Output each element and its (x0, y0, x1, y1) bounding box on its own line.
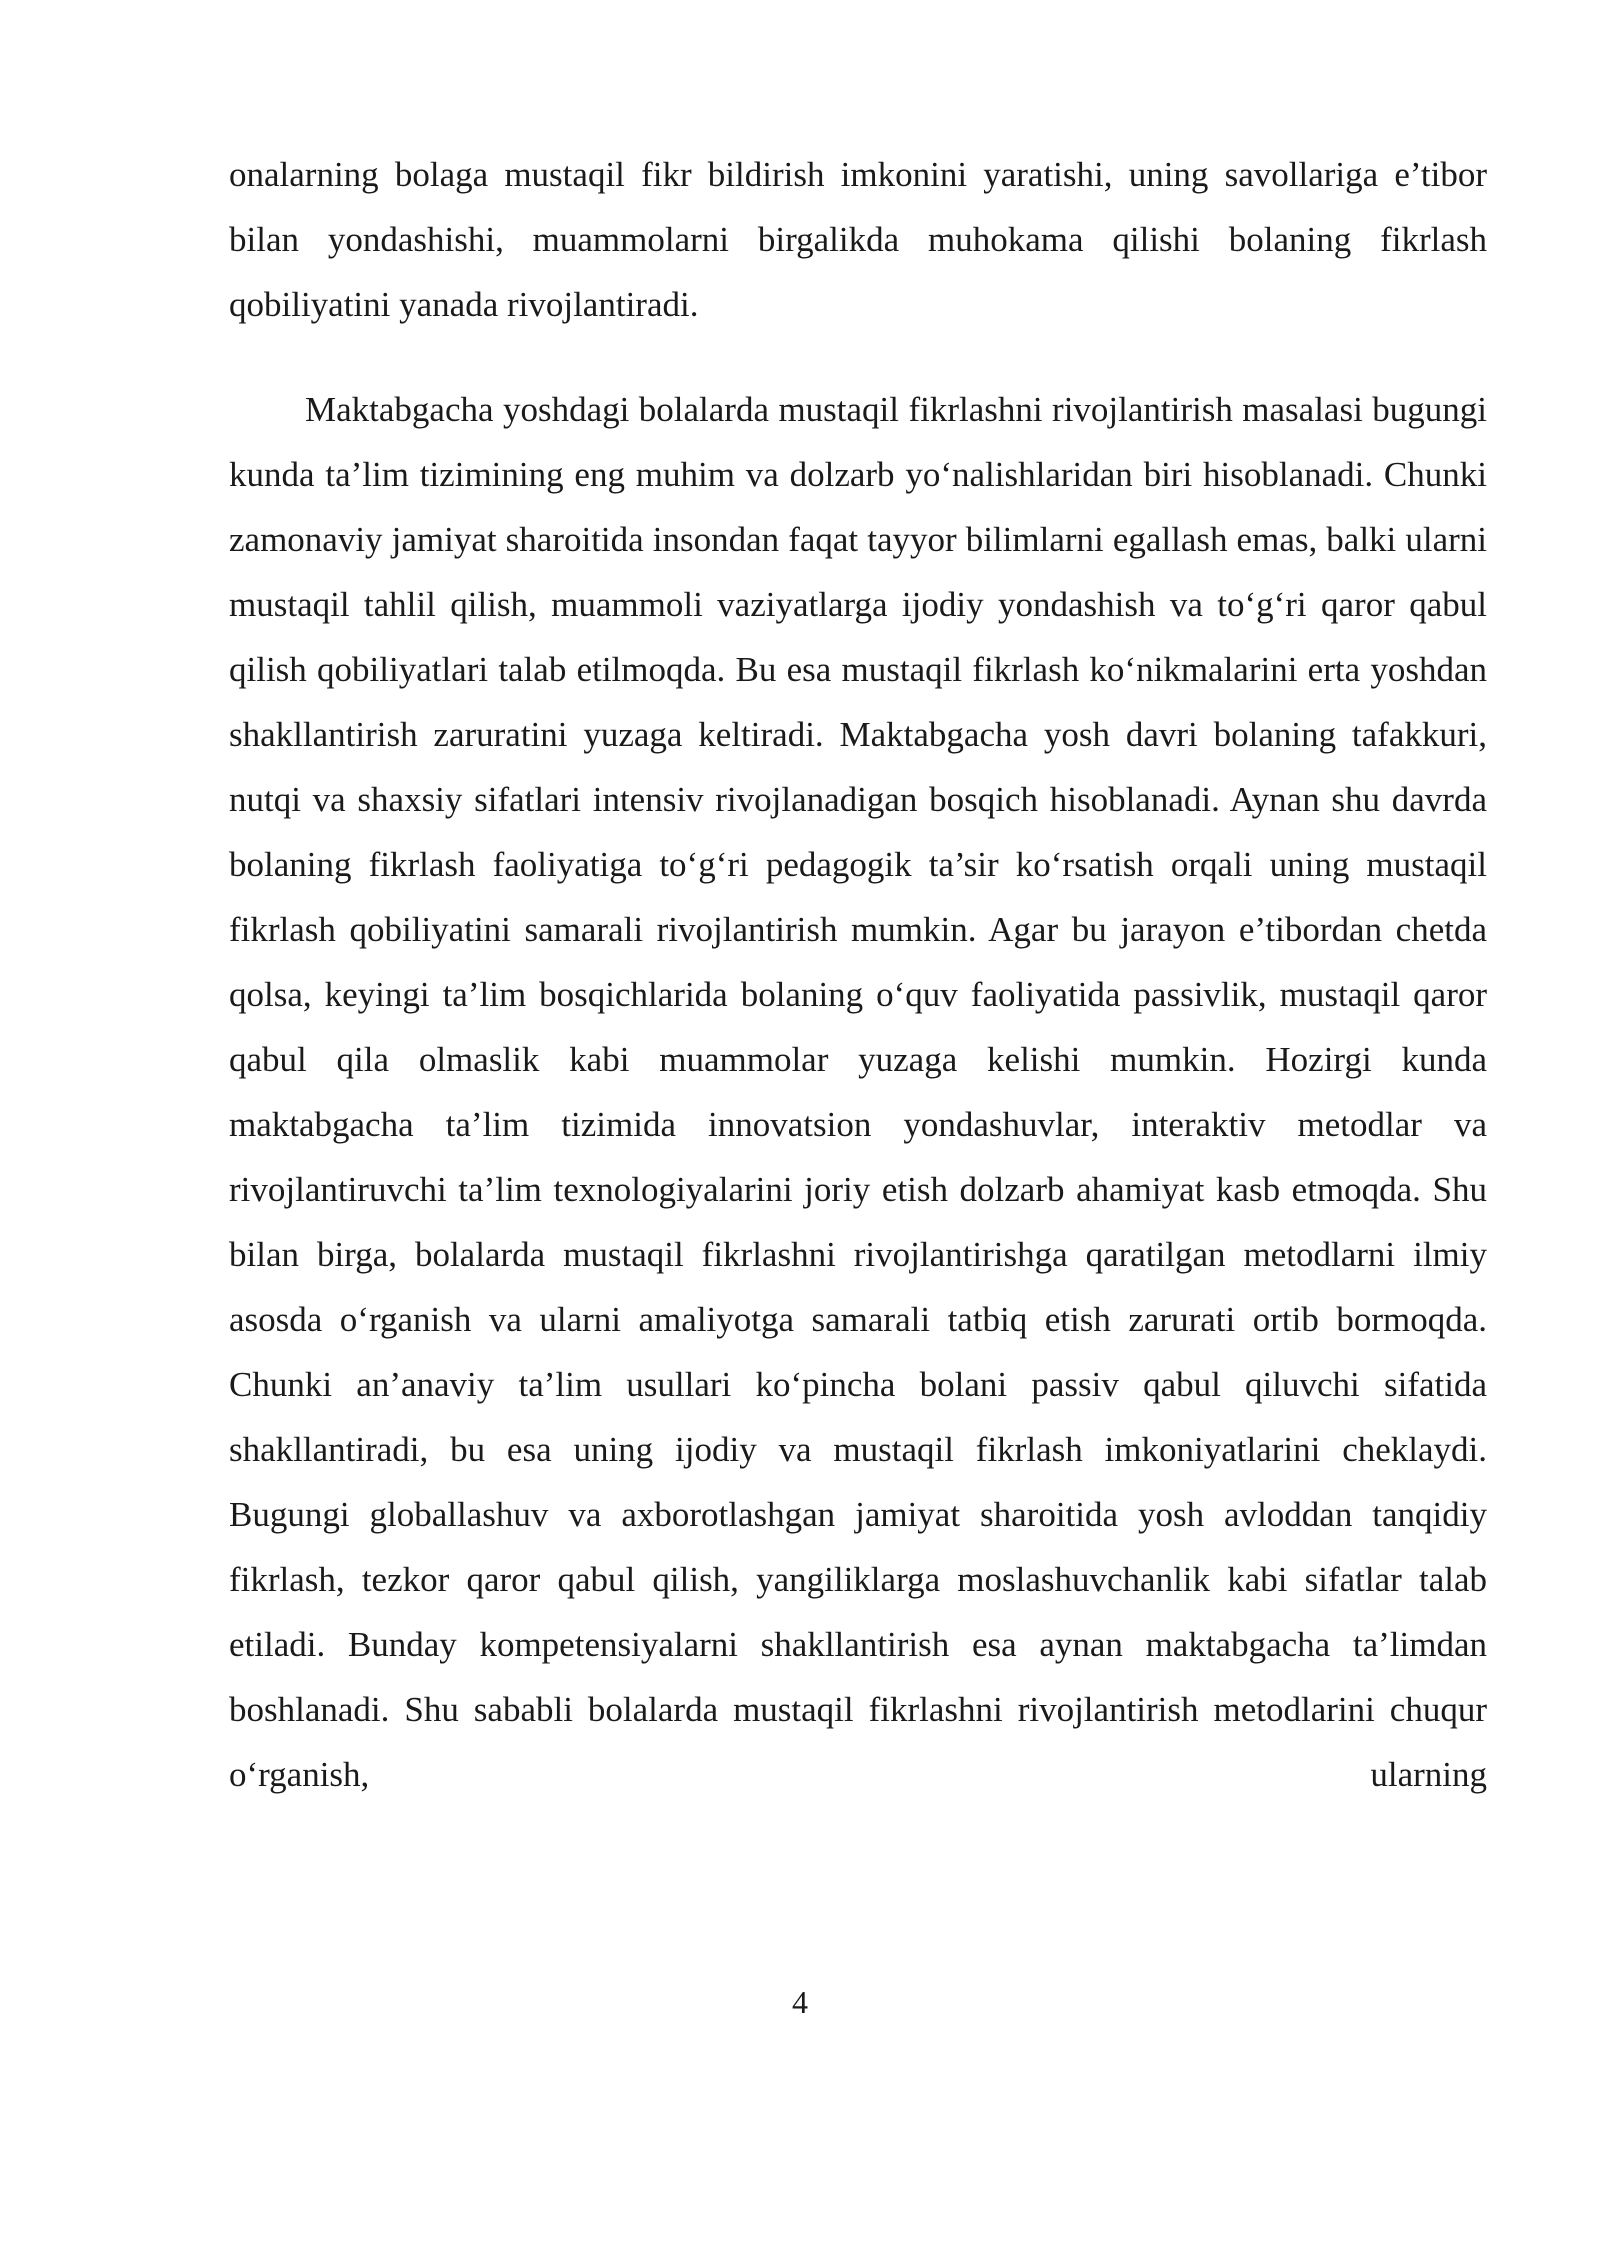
paragraph-main: Maktabgacha yoshdagi bolalarda mustaqil fikrlashni rivojlantirish masalasi bugungi kunda ta’lim tizimining eng muhim va dolzarb yo‘nalishlaridan biri hisoblanadi. Chunki zamonaviy jamiyat sharoitida insondan faqat tayyor bilimlarni egallash emas, balki ularni mustaqil tahlil qilish, muammoli vaziyatlarga ijodiy yondashish va to‘g‘ri qaror qabul qilish qobiliyatlari talab etilmoqda. Bu esa mustaqil fikrlash ko‘nikmalarini erta yoshdan shakllantirish zaruratini yuzaga keltiradi. Maktabgacha yosh davri bolaning tafakkuri, nutqi va shaxsiy sifatlari intensiv rivojlanadigan bosqich hisoblanadi. Aynan shu davrda bolaning fikrlash faoliyatiga to‘g‘ri pedagogik ta’sir ko‘rsatish orqali uning mustaqil fikrlash qobiliyatini samarali rivojlantirish mumkin. Agar bu jarayon e’tibordan chetda qolsa, keyingi ta’lim bosqichlarida bolaning o‘quv faoliyatida passivlik, mustaqil qaror qabul qila olmaslik kabi muammolar yuzaga kelishi mumkin. Hozirgi kunda maktabgacha ta’lim tizimida innovatsion yondashuvlar, interaktiv metodlar va rivojlantiruvchi ta’lim texnologiyalarini joriy etish dolzarb ahamiyat kasb etmoqda. Shu bilan birga, bolalarda mustaqil fikrlashni rivojlantirishga qaratilgan metodlarni ilmiy asosda o‘rganish va ularni amaliyotga samarali tatbiq etish zarurati ortib bormoqda. Chunki an’anaviy ta’lim usullari ko‘pincha bolani passiv qabul qiluvchi sifatida shakllantiradi, bu esa uning ijodiy va mustaqil fikrlash imkoniyatlarini cheklaydi. Bugungi globallashuv va axborotlashgan jamiyat sharoitida yosh avloddan tanqidiy fikrlash, tezkor qaror qabul qilish, yangiliklarga moslashuvchanlik kabi sifatlar talab etiladi. Bunday kompetensiyalarni shakllantirish esa aynan maktabgacha ta’limdan boshlanadi. Shu sababli bolalarda mustaqil fikrlashni rivojlantirish metodlarini chuqur o‘rganish, ularning (229, 390, 1487, 1794)
paragraph-continuation: onalarning bolaga mustaqil fikr bildirish imkonini yaratishi, uning savollariga e’tibor bilan yondashishi, muammolarni birgalikda muhokama qilishi bolaning fikrlash qobiliyatini yanada rivojlantiradi. (229, 155, 1487, 324)
page-number: 4 (792, 1984, 808, 2020)
